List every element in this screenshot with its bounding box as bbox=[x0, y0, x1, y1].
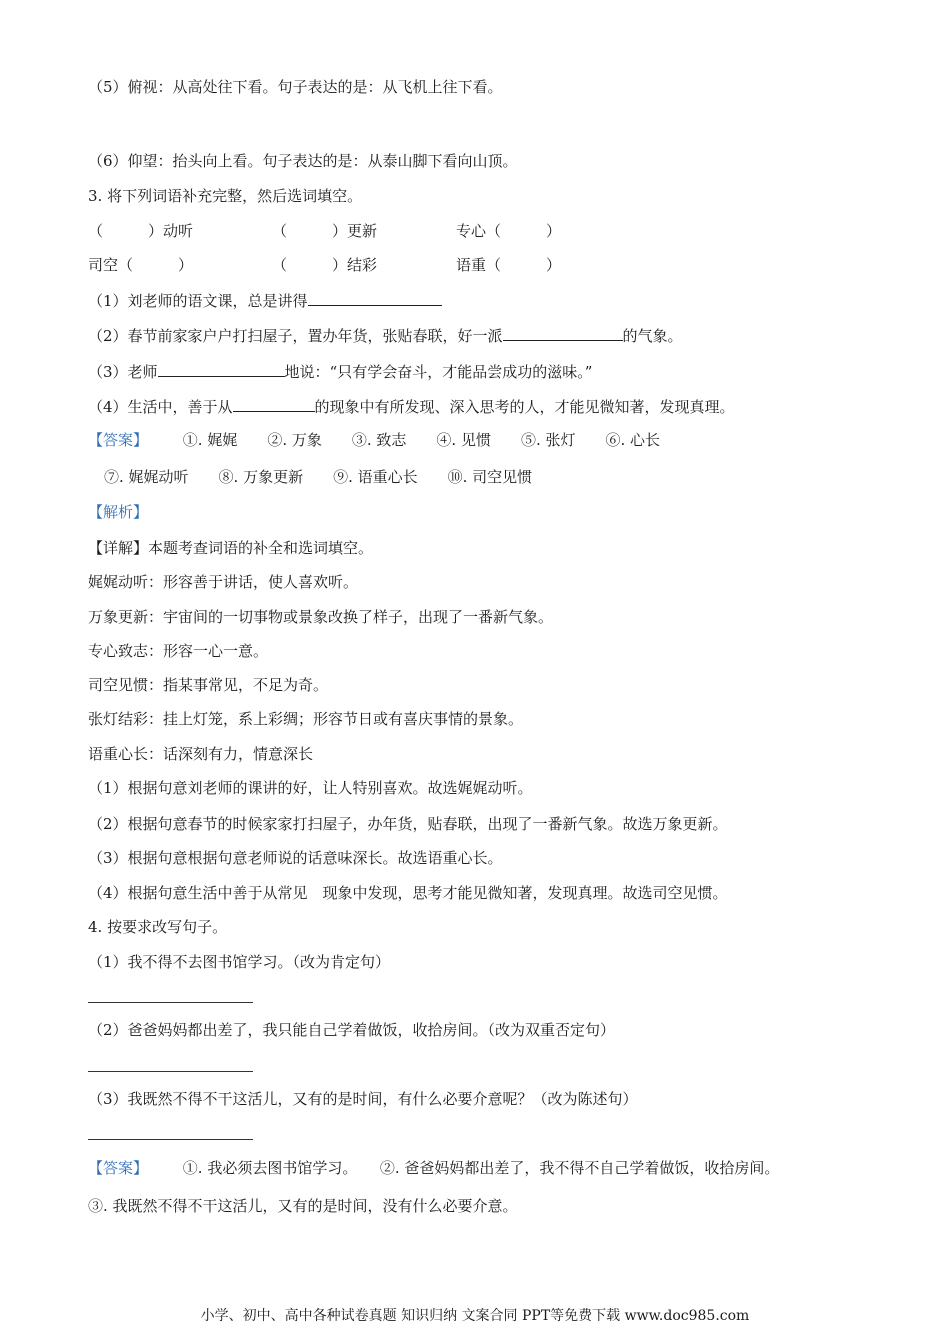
fill-sentence-4 bbox=[88, 395, 735, 418]
answer-blank bbox=[503, 324, 623, 341]
rewrite-2: （2）爸爸妈妈都出差了，我只能自己学着做饭，收拾房间。（改为双重否定句） bbox=[88, 1021, 616, 1039]
fill-sentence-3-tail: 地说：“只有学会奋斗，才能品尝成功的滋味。” bbox=[284, 363, 593, 381]
fill-sentence-4-tail: 的现象中有所发现、深入思考的人，才能见微知著，发现真理。 bbox=[314, 398, 735, 416]
answer-blank bbox=[233, 395, 315, 412]
answer-line bbox=[88, 1139, 253, 1140]
explain-5: 张灯结彩：挂上灯笼，系上彩绸；形容节日或有喜庆事情的景象。 bbox=[88, 710, 524, 728]
answer-4-items-1: ①. 我必须去图书馆学习。 ②. 爸爸妈妈都出差了，我不得不自己学着做饭，收拾房间。 bbox=[182, 1159, 780, 1177]
word-blank-4: 司空（ ） bbox=[88, 256, 194, 274]
explain-3: 专心致志：形容一心一意。 bbox=[88, 642, 269, 660]
word-blank-5: （ ）结彩 bbox=[272, 256, 378, 274]
answer-blank bbox=[308, 289, 442, 306]
reason-2: （2）根据句意春节的时候家家打扫屋子，办年货，贴春联，出现了一番新气象。故选万象更新。 bbox=[88, 815, 728, 833]
reason-1: （1）根据句意刘老师的课讲的好，让人特别喜欢。故选娓娓动听。 bbox=[88, 779, 533, 797]
answer-3-row-2: ⑦. 娓娓动听 ⑧. 万象更新 ⑨. 语重心长 ⑩. 司空见惯 bbox=[104, 468, 533, 486]
word-blank-3: 专心（ ） bbox=[456, 222, 562, 240]
explain-2: 万象更新：宇宙间的一切事物或景象改换了样子，出现了一番新气象。 bbox=[88, 608, 554, 626]
fill-sentence-1-text: （1）刘老师的语文课，总是讲得 bbox=[88, 292, 308, 310]
answer-3-row-1 bbox=[88, 429, 660, 451]
fill-sentence-3 bbox=[88, 360, 592, 383]
answer-blank bbox=[158, 360, 285, 377]
detail-line: 【详解】本题考查词语的补全和选词填空。 bbox=[88, 539, 374, 557]
fill-sentence-3-text: （3）老师 bbox=[88, 363, 158, 381]
answer-line bbox=[88, 1002, 253, 1003]
explain-4: 司空见惯：指某事常见，不足为奇。 bbox=[88, 676, 329, 694]
answer-tag: 【答案】 bbox=[88, 1159, 149, 1177]
word-blank-2: （ ）更新 bbox=[272, 222, 378, 240]
section-3-title: 3. 将下列词语补充完整，然后选词填空。 bbox=[88, 187, 363, 205]
section-4-title: 4. 按要求改写句子。 bbox=[88, 918, 228, 936]
question-6-line: （6）仰望：抬头向上看。句子表达的是：从泰山脚下看向山顶。 bbox=[88, 152, 518, 170]
answer-line bbox=[88, 1071, 253, 1072]
answer-tag: 【答案】 bbox=[88, 431, 149, 449]
fill-sentence-2-text: （2）春节前家家户户打扫屋子，置办年货，张贴春联，好一派 bbox=[88, 327, 503, 345]
fill-sentence-4-text: （4）生活中，善于从 bbox=[88, 398, 233, 416]
answer-4-row-2: ③. 我既然不得不干这活儿，又有的是时间，没有什么必要介意。 bbox=[88, 1197, 518, 1215]
analysis-tag: 【解析】 bbox=[88, 503, 149, 521]
reason-4: （4）根据句意生活中善于从常见 现象中发现，思考才能见微知著，发现真理。故选司空见惯。 bbox=[88, 884, 728, 902]
rewrite-3: （3）我既然不得不干这活儿，又有的是时间，有什么必要介意呢？（改为陈述句） bbox=[88, 1090, 638, 1108]
explain-1: 娓娓动听：形容善于讲话，使人喜欢听。 bbox=[88, 573, 359, 591]
explain-6: 语重心长：话深刻有力，情意深长 bbox=[88, 745, 314, 763]
fill-sentence-2 bbox=[88, 324, 683, 347]
word-blank-6: 语重（ ） bbox=[456, 256, 562, 274]
fill-sentence-2-tail: 的气象。 bbox=[622, 327, 683, 345]
rewrite-1: （1）我不得不去图书馆学习。（改为肯定句） bbox=[88, 953, 391, 971]
fill-sentence-1 bbox=[88, 289, 442, 312]
answer-3-items-1: ①. 娓娓 ②. 万象 ③. 致志 ④. 见惯 ⑤. 张灯 ⑥. 心长 bbox=[182, 431, 661, 449]
page-footer: 小学、初中、高中各种试卷真题 知识归纳 文案合同 PPT等免费下载 www.doc985.com bbox=[200, 1308, 750, 1324]
reason-3: （3）根据句意根据句意老师说的话意味深长。故选语重心长。 bbox=[88, 849, 503, 867]
answer-4-row-1 bbox=[88, 1157, 779, 1179]
word-blank-1: （ ）动听 bbox=[88, 222, 194, 240]
question-5-line: （5）俯视：从高处往下看。句子表达的是：从飞机上往下看。 bbox=[88, 78, 503, 96]
